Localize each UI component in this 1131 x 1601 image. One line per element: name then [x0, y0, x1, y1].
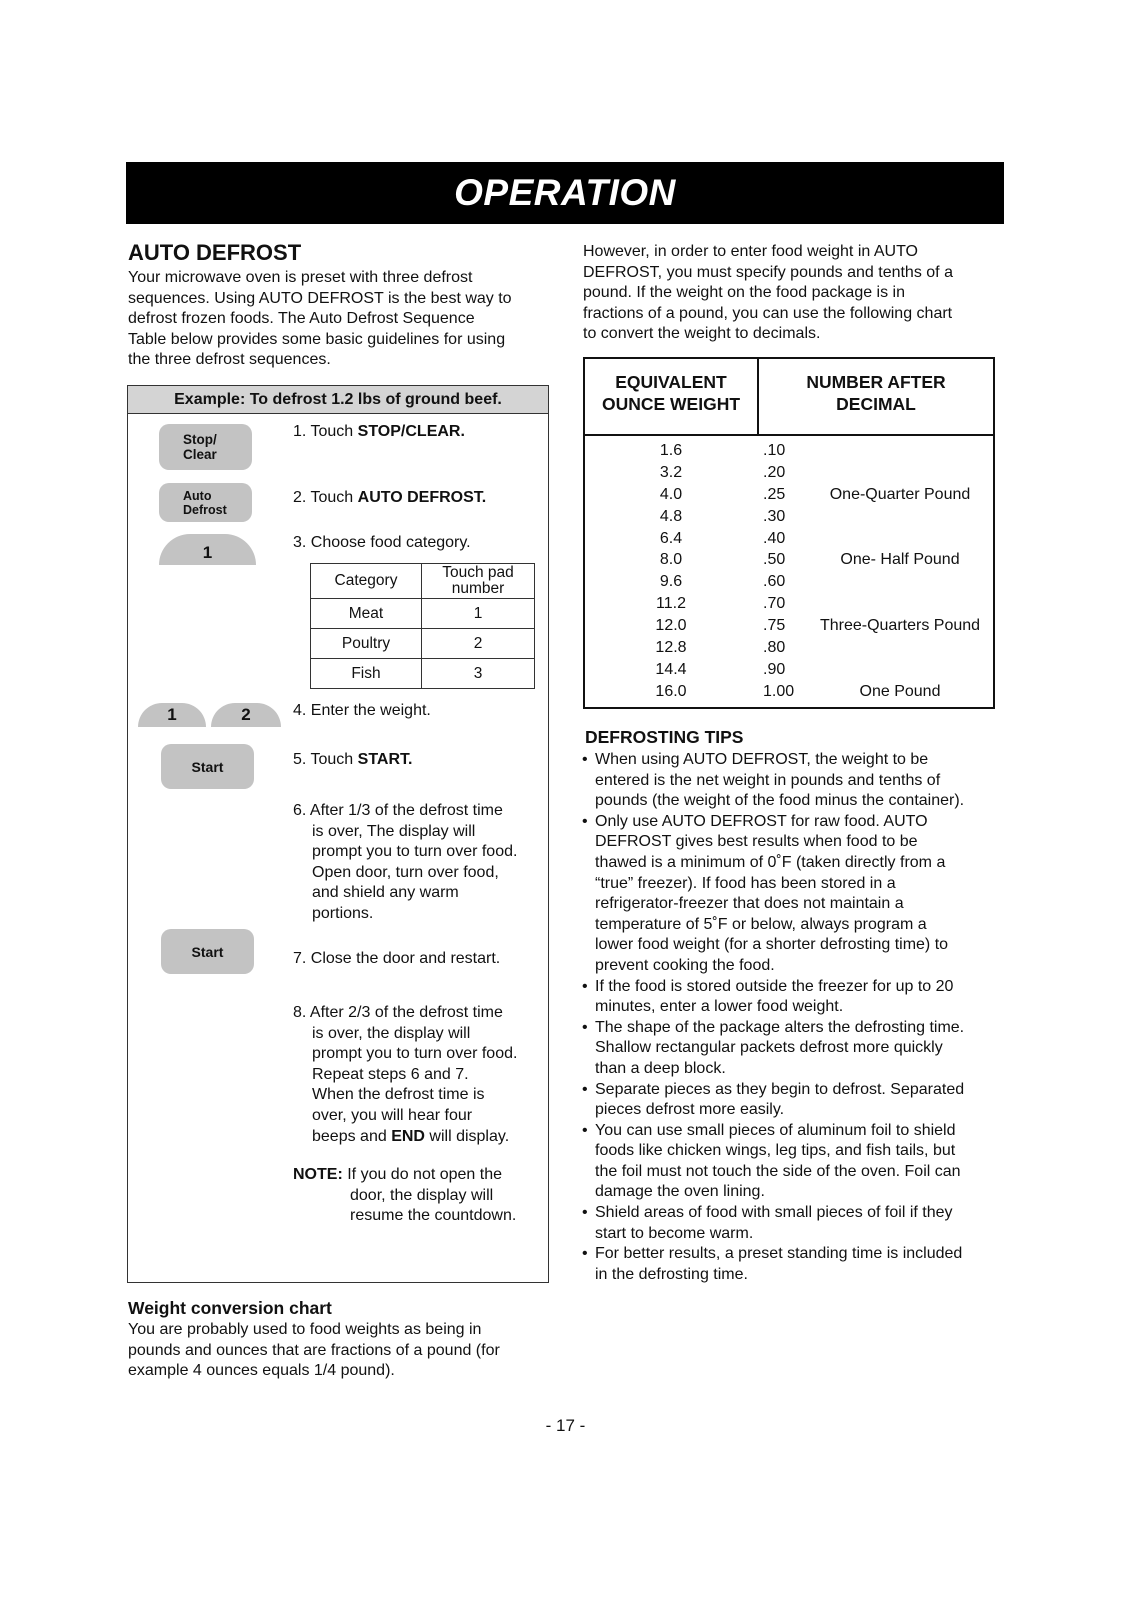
tip-line: minutes, enter a lower food weight.	[595, 998, 844, 1016]
pad-label: 1	[202, 543, 213, 562]
table-row	[585, 440, 993, 462]
tip-line: Shallow rectangular packets defrost more quickly	[595, 1039, 943, 1057]
fraction-note: One-Quarter Pound	[829, 485, 971, 503]
decimal-cell: .80	[763, 639, 786, 657]
start-pad-restart	[161, 929, 254, 974]
table-row	[585, 615, 993, 637]
defrosting-tips-list	[581, 750, 1001, 1285]
note-text: If you do not open the	[342, 1166, 503, 1183]
ounce-cell: 1.6	[659, 442, 683, 459]
note-text: door, the display will	[350, 1186, 494, 1204]
number-pad-2-weight	[211, 703, 281, 727]
auto-defrost-intro	[128, 268, 558, 371]
ounce-cell: 4.0	[659, 485, 683, 503]
header-text: OUNCE WEIGHT	[601, 394, 741, 414]
pad-label: Clear	[183, 447, 217, 462]
tip-line: • You can use small pieces of aluminum foil to shield	[595, 1121, 956, 1139]
tip-line: lower food weight (for a shorter defrosting time) to	[595, 936, 949, 954]
tip-item	[581, 812, 1001, 977]
note-text: resume the countdown.	[350, 1207, 517, 1225]
tip-line: pounds (the weight of the food minus the container).	[595, 792, 965, 810]
defrosting-tips-heading: DEFROSTING TIPS	[585, 727, 744, 747]
step-8	[293, 1003, 517, 1147]
pad-cell: 2	[422, 629, 535, 659]
conversion-rows	[585, 440, 993, 703]
intro-line: defrost frozen foods. The Auto Defrost Sequence	[128, 310, 475, 328]
pad-label: Auto	[183, 488, 212, 503]
intro-line: sequences. Using AUTO DEFROST is the best way to	[128, 289, 512, 307]
decimal-cell: .25	[763, 485, 786, 503]
table-row	[585, 637, 993, 659]
table-row	[311, 599, 535, 629]
decimal-header	[759, 371, 993, 415]
intro-line: Table below provides some basic guidelines for using	[128, 330, 506, 348]
text-line: to convert the weight to decimals.	[583, 325, 821, 343]
tip-line: • When using AUTO DEFROST, the weight to be	[595, 751, 929, 768]
tip-item	[581, 1121, 1001, 1203]
fraction-note: Three-Quarters Pound	[819, 617, 981, 635]
tip-line: foods like chicken wings, leg tips, and fish tails, but	[595, 1142, 956, 1160]
category-cell: Meat	[311, 599, 422, 629]
tip-line: prevent cooking the food.	[595, 956, 775, 974]
header-text: EQUIVALENT	[615, 372, 727, 392]
step-text: over, you will hear four	[312, 1106, 473, 1124]
tip-item	[581, 977, 1001, 1018]
weight-chart-heading: Weight conversion chart	[128, 1298, 332, 1318]
step-text: is over, the display will	[312, 1024, 471, 1042]
right-intro	[583, 242, 1003, 345]
tip-line: “true” freezer). If food has been stored in a	[595, 874, 896, 892]
pad-label: Start	[191, 943, 224, 960]
category-cell: Fish	[311, 659, 422, 689]
decimal-cell: .60	[763, 573, 786, 591]
tip-line: • For better results, a preset standing time is included	[595, 1245, 963, 1263]
fraction-note: One- Half Pound	[840, 551, 960, 569]
decimal-cell: .75	[763, 617, 786, 635]
ounce-cell: 4.8	[659, 507, 683, 525]
table-row	[585, 506, 993, 528]
table-row	[585, 681, 993, 703]
step-text: and shield any warm	[312, 884, 459, 902]
weight-chart-text	[128, 1320, 558, 1382]
tip-item	[581, 1018, 1001, 1080]
tip-line: in the defrosting time.	[595, 1265, 748, 1283]
tip-line: temperature of 5˚F or below, always program a	[595, 915, 927, 933]
banner-title: OPERATION	[454, 172, 676, 213]
table-row	[311, 659, 535, 689]
category-cell: Poultry	[311, 629, 422, 659]
example-title: Example: To defrost 1.2 lbs of ground beef.	[128, 386, 548, 414]
text-line: DEFROST, you must specify pounds and tenths of a	[583, 263, 953, 281]
decimal-cell: 1.00	[763, 682, 795, 700]
touch-pad-header	[422, 564, 535, 599]
decimal-cell: .40	[763, 529, 786, 547]
number-pad-1-weight	[138, 703, 206, 727]
decimal-cell: .70	[763, 595, 786, 613]
pad-label: Stop/	[183, 432, 217, 447]
ounce-cell: 14.4	[655, 660, 687, 678]
page-number: - 17 -	[545, 1416, 586, 1435]
tip-line: DEFROST gives best results when food to be	[595, 833, 918, 851]
table-row	[311, 629, 535, 659]
step-text: Open door, turn over food,	[312, 863, 499, 881]
step-text: 2. Touch	[293, 489, 358, 506]
step-text: will display.	[424, 1127, 510, 1145]
decimal-cell: .10	[763, 442, 786, 459]
tip-line: • Shield areas of food with small pieces of foil if they	[595, 1204, 953, 1222]
intro-line: the three defrost sequences.	[128, 351, 331, 369]
text-line: fractions of a pound, you can use the following chart	[583, 304, 953, 322]
table-row	[585, 462, 993, 484]
step-text: Repeat steps 6 and 7.	[312, 1065, 469, 1083]
auto-defrost-pad	[159, 483, 252, 522]
step-text: 5. Touch	[293, 751, 358, 768]
step-keyword: AUTO DEFROST.	[357, 489, 487, 506]
step-text-end	[293, 1127, 517, 1148]
step-4: 4. Enter the weight.	[293, 702, 431, 719]
tip-line: damage the oven lining.	[595, 1183, 765, 1201]
tip-line: entered is the net weight in pounds and tenths of	[595, 771, 941, 789]
step-3: 3. Choose food category.	[293, 534, 471, 551]
ounce-weight-header	[585, 371, 757, 415]
pad-label: 1	[167, 705, 177, 724]
text-line: You are probably used to food weights as being in	[128, 1321, 482, 1338]
decimal-cell: .20	[763, 463, 786, 481]
tip-line: • Only use AUTO DEFROST for raw food. AUTO	[595, 812, 928, 830]
tip-item	[581, 750, 1001, 812]
intro-line: Your microwave oven is preset with three defrost	[128, 269, 473, 286]
tip-line: than a deep block.	[595, 1059, 726, 1077]
decimal-cell: .90	[763, 660, 786, 678]
tip-item	[581, 1080, 1001, 1121]
table-row	[585, 549, 993, 571]
tip-line: the foil must not touch the side of the oven. Foil can	[595, 1162, 961, 1180]
text-line: pound. If the weight on the food package is in	[583, 284, 906, 302]
ounce-cell: 12.8	[655, 639, 687, 657]
header-text: DECIMAL	[836, 394, 916, 414]
step-text: 6. After 1/3 of the defrost time	[293, 802, 503, 819]
decimal-cell: .50	[763, 551, 786, 569]
step-5	[293, 750, 412, 771]
table-row	[585, 593, 993, 615]
step-text: 1. Touch	[293, 423, 358, 440]
tip-line: refrigerator-freezer that does not maintain a	[595, 895, 904, 913]
step-text: 8. After 2/3 of the defrost time	[293, 1004, 503, 1021]
header-text: Touch pad	[442, 564, 514, 581]
note	[293, 1165, 516, 1227]
table-header-row	[311, 564, 535, 599]
step-keyword: STOP/CLEAR.	[357, 423, 465, 440]
step-2	[293, 488, 486, 509]
start-pad	[161, 744, 254, 789]
step-text: is over, The display will	[312, 822, 476, 840]
tip-line: thawed is a minimum of 0˚F (taken directly from a	[595, 853, 946, 871]
step-6	[293, 801, 517, 925]
step-7: 7. Close the door and restart.	[293, 950, 501, 967]
note-label: NOTE:	[293, 1166, 343, 1183]
step-1	[293, 422, 465, 443]
pad-label: 2	[241, 705, 251, 724]
section-banner	[126, 162, 1004, 224]
step-keyword: END	[391, 1127, 425, 1145]
table-row	[585, 659, 993, 681]
step-text: prompt you to turn over food.	[312, 1045, 518, 1063]
pad-cell: 3	[422, 659, 535, 689]
table-row	[585, 571, 993, 593]
ounce-cell: 3.2	[659, 463, 683, 481]
step-text: prompt you to turn over food.	[312, 843, 518, 861]
conversion-table	[583, 357, 995, 709]
step-keyword: START.	[357, 751, 413, 768]
stop-clear-pad	[159, 424, 252, 470]
pad-label: Defrost	[183, 502, 227, 517]
step-text: When the defrost time is	[312, 1086, 485, 1104]
text-line: example 4 ounces equals 1/4 pound).	[128, 1362, 395, 1380]
ounce-cell: 6.4	[659, 529, 683, 547]
auto-defrost-heading: AUTO DEFROST	[128, 240, 302, 265]
food-category-table	[310, 563, 535, 689]
tip-line: • The shape of the package alters the defrosting time.	[595, 1018, 965, 1036]
tip-line: • Separate pieces as they begin to defrost. Separated	[595, 1080, 965, 1098]
tip-item	[581, 1203, 1001, 1244]
decimal-cell: .30	[763, 507, 786, 525]
number-pad-1	[159, 534, 256, 565]
step-text: portions.	[312, 904, 374, 922]
ounce-cell: 8.0	[659, 551, 683, 569]
ounce-cell: 11.2	[656, 595, 686, 613]
table-row	[585, 484, 993, 506]
category-header: Category	[311, 564, 422, 599]
tip-line: • If the food is stored outside the freezer for up to 20	[595, 977, 954, 995]
ounce-cell: 12.0	[655, 617, 687, 635]
tip-line: pieces defrost more easily.	[595, 1101, 785, 1119]
divider	[585, 434, 993, 436]
header-text: NUMBER AFTER	[806, 372, 946, 392]
text-line: pounds and ounces that are fractions of a pound (for	[128, 1341, 500, 1359]
tip-line: start to become warm.	[595, 1224, 754, 1242]
fraction-note: One Pound	[859, 682, 941, 700]
ounce-cell: 16.0	[655, 682, 687, 700]
ounce-cell: 9.6	[659, 573, 683, 591]
tip-item	[581, 1244, 1001, 1285]
table-row	[585, 528, 993, 550]
step-text: beeps and	[312, 1127, 392, 1145]
header-text: number	[451, 580, 505, 597]
text-line: However, in order to enter food weight in AUTO	[583, 243, 918, 260]
pad-cell: 1	[422, 599, 535, 629]
pad-label: Start	[191, 758, 224, 775]
